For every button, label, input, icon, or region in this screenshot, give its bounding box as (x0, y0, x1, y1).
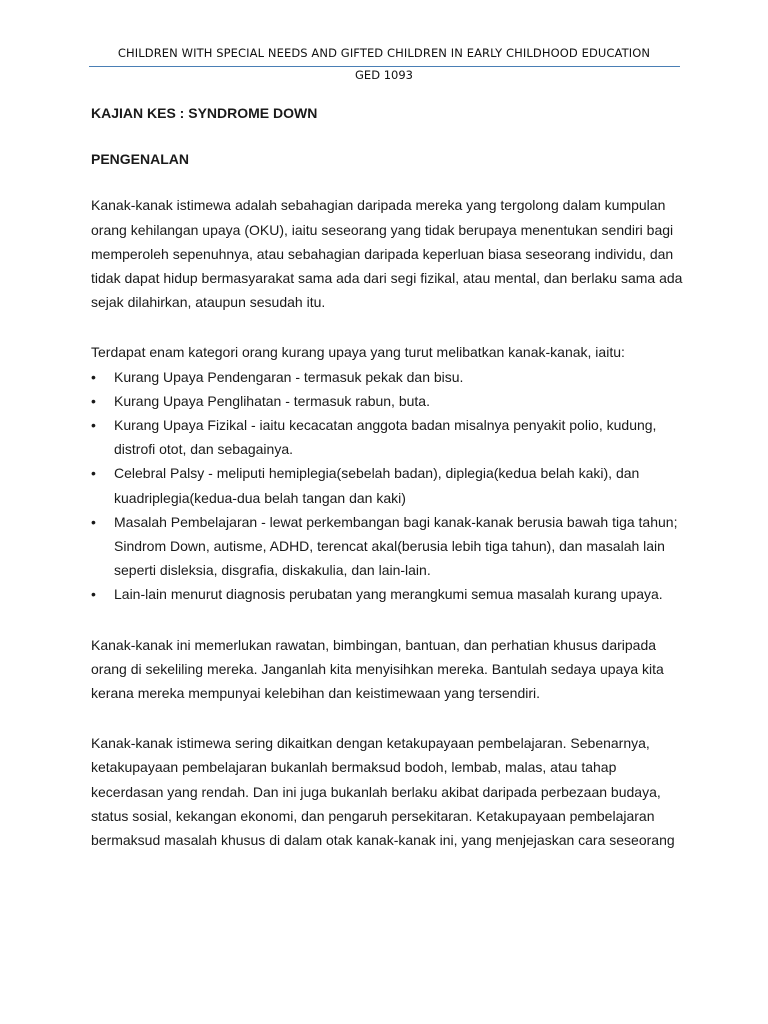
list-item-text: Kurang Upaya Penglihatan - termasuk rabun, buta. (114, 392, 430, 409)
list-item-text: Kurang Upaya Fizikal - iaitu kecacatan anggota badan misalnya penyakit polio, kudung, distrofi otot, dan sebagainya. (114, 417, 657, 458)
course-code: GED 1093 (355, 68, 413, 82)
bullet-icon: • (91, 392, 96, 409)
list-item-text: Kurang Upaya Pendengaran - termasuk pekak dan bisu. (114, 368, 464, 385)
bullet-icon: • (91, 417, 96, 434)
course-title: CHILDREN WITH SPECIAL NEEDS AND GIFTED CHILDREN IN EARLY CHILDHOOD EDUCATION (117, 46, 651, 60)
case-title: KAJIAN KES : SYNDROME DOWN (91, 105, 318, 121)
paragraph-1: Kanak-kanak istimewa adalah sebahagian daripada mereka yang tergolong dalam kumpulan orang kehilangan upaya (OKU), iaitu seseorang yang tidak berupaya menentukan sendiri bagi memperoleh sepenuhnya, atau sebahagian daripada keperluan biasa seseorang individu, dan tidak dapat hidup bermasyarakat sama ada dari segi fizikal, atau mental, dan berlaku sama ada sejak dilahirkan, ataupun sesudah itu. (91, 197, 683, 311)
list-item (91, 461, 691, 509)
header-divider (89, 66, 680, 67)
paragraph-2: Terdapat enam kategori orang kurang upaya yang turut melibatkan kanak-kanak, iaitu: (91, 344, 625, 361)
list-item (91, 510, 691, 583)
document-body (91, 101, 691, 852)
list-item-text: Lain-lain menurut diagnosis perubatan yang merangkumi semua masalah kurang upaya. (114, 586, 663, 603)
category-list (91, 365, 691, 607)
intro-heading: PENGENALAN (91, 151, 190, 168)
list-item (91, 365, 691, 389)
list-item (91, 582, 691, 606)
list-item-text: Celebral Palsy - meliputi hemiplegia(sebelah badan), diplegia(kedua belah kaki), dan kuadriplegia(kedua-dua belah tangan dan kaki) (114, 465, 640, 506)
paragraph-4: Kanak-kanak istimewa sering dikaitkan dengan ketakupayaan pembelajaran. Sebenarnya, ketakupayaan pembelajaran bukanlah bermaksud bodoh, lembab, malas, atau tahap kecerdasan yang rendah. Dan ini juga bukanlah berlaku akibat daripada perbezaan budaya, status sosial, kekangan ekonomi, dan pengaruh persekitaran. Ketakupayaan pembelajaran bermaksud masalah khusus di dalam otak kanak-kanak ini, yang menjejaskan cara seseorang (91, 735, 675, 849)
bullet-icon: • (91, 586, 96, 603)
bullet-icon: • (91, 465, 96, 482)
paragraph-3: Kanak-kanak ini memerlukan rawatan, bimbingan, bantuan, dan perhatian khusus daripada orang di sekeliling mereka. Janganlah kita menyisihkan mereka. Bantulah sedaya upaya kita kerana mereka mempunyai kelebihan dan keistimewaan yang tersendiri. (91, 636, 664, 702)
bullet-icon: • (91, 513, 96, 530)
list-item (91, 413, 691, 461)
bullet-icon: • (91, 368, 96, 385)
list-item-text: Masalah Pembelajaran - lewat perkembangan bagi kanak-kanak berusia bawah tiga tahun; Sindrom Down, autisme, ADHD, terencat akal(berusia lebih tiga tahun), dan masalah lain seperti disleksia, disgrafia, diskakulia, dan lain-lain. (114, 513, 678, 579)
list-item (91, 389, 691, 413)
